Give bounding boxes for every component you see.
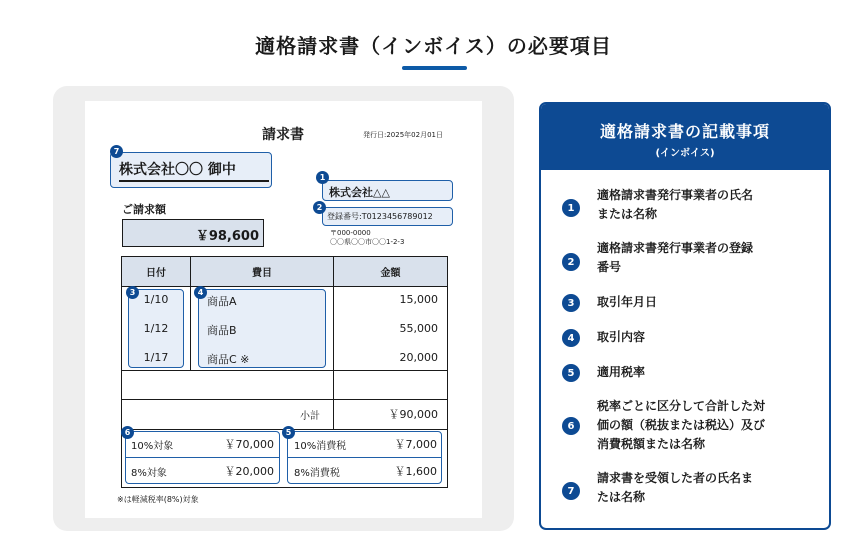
requirement-item-3 xyxy=(597,293,657,312)
requirement-line: 取引年月日 xyxy=(597,295,658,309)
divider xyxy=(126,457,279,458)
reduced-rate-note: ※は軽減税率(8%)対象 xyxy=(117,495,199,504)
page-title: 適格請求書（インボイス）の必要項目 xyxy=(255,34,612,58)
tax10-target-label: 10%対象 xyxy=(131,441,174,452)
divider xyxy=(333,257,334,429)
requirement-line: 適格請求書発行事業者の登録 xyxy=(597,241,754,255)
issuer-address xyxy=(330,229,404,247)
tax8-value: ￥1,600 xyxy=(394,465,437,478)
requirement-line: 適格請求書発行事業者の氏名 xyxy=(597,188,754,202)
tax8-target-value: ￥20,000 xyxy=(224,465,274,478)
badge-1: 1 xyxy=(316,171,329,184)
item-badge-4: 4 xyxy=(562,329,580,347)
requirement-line: または名称 xyxy=(597,207,658,221)
requirement-item-2 xyxy=(597,239,753,277)
divider xyxy=(122,399,447,400)
row-3-amount: 20,000 xyxy=(399,351,438,364)
postal-code: 〒000-0000 xyxy=(330,229,371,237)
recipient-underline xyxy=(119,180,269,182)
divider xyxy=(122,286,447,287)
row-1-amount: 15,000 xyxy=(399,293,438,306)
tax10-label: 10%消費税 xyxy=(294,441,347,452)
address-line: 〇〇県〇〇市〇〇1-2-3 xyxy=(330,238,405,246)
requirement-item-6 xyxy=(597,397,765,454)
subtotal-value: ￥90,000 xyxy=(388,408,438,421)
tax10-target-value: ￥70,000 xyxy=(224,438,274,451)
tax8-label: 8%消費税 xyxy=(294,468,340,479)
requirement-item-5 xyxy=(597,363,645,382)
requirement-line: 価の額（税抜または税込）及び xyxy=(597,418,766,432)
item-badge-2: 2 xyxy=(562,253,580,271)
divider xyxy=(122,370,447,371)
badge-5: 5 xyxy=(282,426,295,439)
header-date: 日付 xyxy=(146,268,166,279)
requirement-line: たは名称 xyxy=(597,490,646,504)
requirements-header xyxy=(541,104,829,170)
badge-4: 4 xyxy=(194,286,207,299)
header-amount: 金額 xyxy=(380,268,401,279)
tax8-target-label: 8%対象 xyxy=(131,468,167,479)
requirement-line: 適用税率 xyxy=(597,365,646,379)
billing-label: ご請求額 xyxy=(122,203,166,216)
badge-2: 2 xyxy=(313,201,326,214)
issuer-name: 株式会社△△ xyxy=(329,186,390,199)
badge-7: 7 xyxy=(110,145,123,158)
item-badge-5: 5 xyxy=(562,364,580,382)
row-1-date: 1/10 xyxy=(143,293,169,306)
item-badge-6: 6 xyxy=(562,417,580,435)
registration-number: 登録番号:T0123456789012 xyxy=(327,212,433,221)
divider xyxy=(288,457,441,458)
title-underline xyxy=(402,66,467,70)
row-2-amount: 55,000 xyxy=(399,322,438,335)
recipient-name: 株式会社〇〇 御中 xyxy=(119,162,236,178)
billing-amount: ￥98,600 xyxy=(195,229,259,244)
row-2-item: 商品B xyxy=(207,324,237,337)
invoice-title: 請求書 xyxy=(262,127,304,143)
requirement-item-7 xyxy=(597,469,753,507)
requirements-subtitle: (インボイス) xyxy=(655,148,715,159)
header-item: 費目 xyxy=(252,268,272,279)
badge-6: 6 xyxy=(121,426,134,439)
requirement-line: 税率ごとに区分して合計した対 xyxy=(597,399,766,413)
item-badge-1: 1 xyxy=(562,199,580,217)
requirements-card xyxy=(539,102,831,530)
row-3-date: 1/17 xyxy=(143,351,169,364)
row-1-item: 商品A xyxy=(207,295,237,308)
badge-3: 3 xyxy=(126,286,139,299)
requirement-line: 番号 xyxy=(597,260,622,274)
item-badge-3: 3 xyxy=(562,294,580,312)
requirements-title: 適格請求書の記載事項 xyxy=(599,122,770,141)
requirement-line: 取引内容 xyxy=(597,330,646,344)
row-2-date: 1/12 xyxy=(143,322,169,335)
row-3-item: 商品C ※ xyxy=(207,353,250,366)
subtotal-label: 小計 xyxy=(300,411,320,422)
tax10-value: ￥7,000 xyxy=(394,438,437,451)
requirement-item-1 xyxy=(597,186,753,224)
requirement-line: 請求書を受領した者の氏名ま xyxy=(597,471,754,485)
requirement-item-4 xyxy=(597,328,645,347)
item-badge-7: 7 xyxy=(562,482,580,500)
issue-date: 発行日:2025年02月01日 xyxy=(363,131,443,139)
requirement-line: 消費税額または名称 xyxy=(597,437,706,451)
